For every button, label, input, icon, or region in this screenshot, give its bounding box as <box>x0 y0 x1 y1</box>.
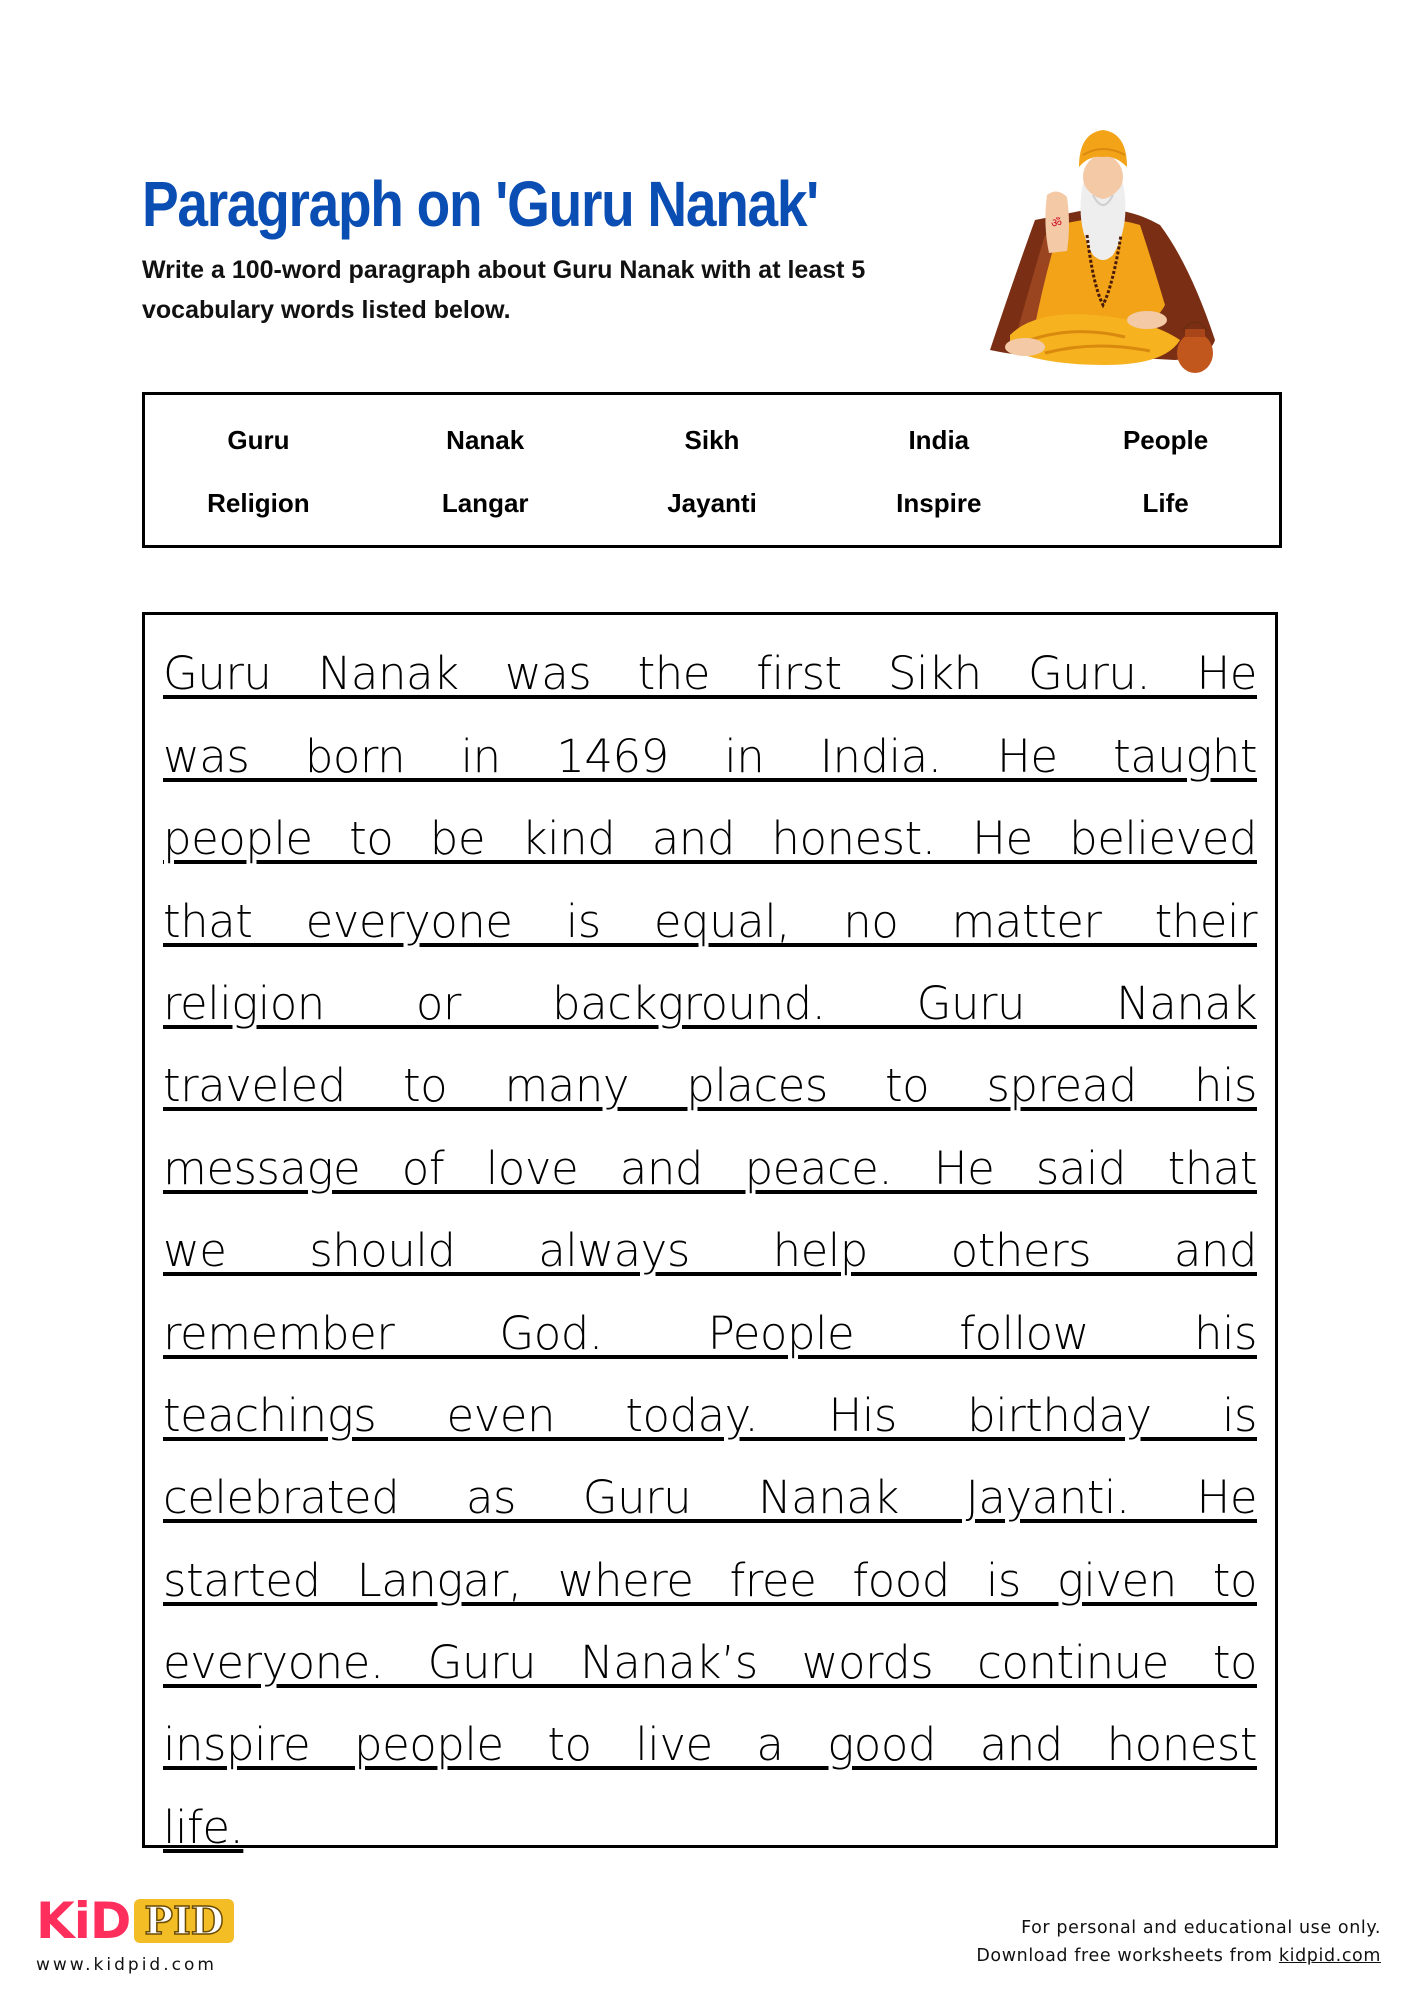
logo-url: www.kidpid.com <box>36 1955 217 1975</box>
vocab-word: Guru <box>227 425 290 455</box>
vocab-word: India <box>908 425 970 455</box>
vocab-word: Life <box>1142 488 1189 518</box>
paragraph-box <box>142 612 1278 1854</box>
paragraph-line: religion or background. Guru Nanak <box>163 976 1257 1030</box>
paragraph-line: was born in 1469 in India. He taught <box>163 729 1257 783</box>
paragraph-line: teachings even today. His birthday is <box>163 1388 1257 1442</box>
paragraph-line: we should always help others and <box>163 1224 1257 1278</box>
paragraph-line: life. <box>163 1800 244 1854</box>
download-note: Download free worksheets from kidpid.com <box>976 1946 1381 1966</box>
page-title: Paragraph on 'Guru Nanak' <box>142 168 818 240</box>
guru-nanak-illustration <box>975 125 1225 385</box>
paragraph-line: remember God. People follow his <box>163 1306 1257 1360</box>
vocab-word: People <box>1122 425 1209 455</box>
vocab-word: Sikh <box>684 425 740 455</box>
footer-note <box>976 1914 1381 1970</box>
logo-pid-badge: PID <box>134 1899 233 1943</box>
logo-kid-text: KiD <box>36 1892 131 1950</box>
svg-text:ॐ: ॐ <box>1051 216 1062 230</box>
paragraph-line: Guru Nanak was the first Sikh Guru. He <box>163 647 1257 701</box>
vocab-word: Langar <box>441 488 529 518</box>
paragraph-line: that everyone is equal, no matter their <box>163 894 1257 948</box>
vocabulary-box <box>142 392 1282 548</box>
paragraph-line: celebrated as Guru Nanak Jayanti. He <box>163 1471 1257 1525</box>
kidpid-logo[interactable] <box>36 1892 234 1975</box>
vocab-word: Jayanti <box>667 488 757 518</box>
paragraph-line: inspire people to live a good and honest <box>163 1718 1257 1772</box>
paragraph-line: traveled to many places to spread his <box>163 1059 1257 1113</box>
vocab-word: Religion <box>207 488 310 518</box>
vocab-word: Nanak <box>446 425 525 455</box>
instructions: Write a 100-word paragraph about Guru Nanak with at least 5 vocabulary words listed below. <box>142 256 866 324</box>
paragraph-line: people to be kind and honest. He believed <box>163 812 1257 866</box>
vocab-word: Inspire <box>896 488 982 518</box>
paragraph-line: message of love and peace. He said that <box>163 1141 1257 1195</box>
paragraph-text <box>163 627 1257 1863</box>
kidpid-link[interactable]: kidpid.com <box>1278 1946 1381 1966</box>
paragraph-line: started Langar, where free food is given to <box>163 1553 1257 1607</box>
usage-note: For personal and educational use only. <box>1021 1918 1381 1938</box>
paragraph-line: everyone. Guru Nanak’s words continue to <box>163 1636 1257 1690</box>
